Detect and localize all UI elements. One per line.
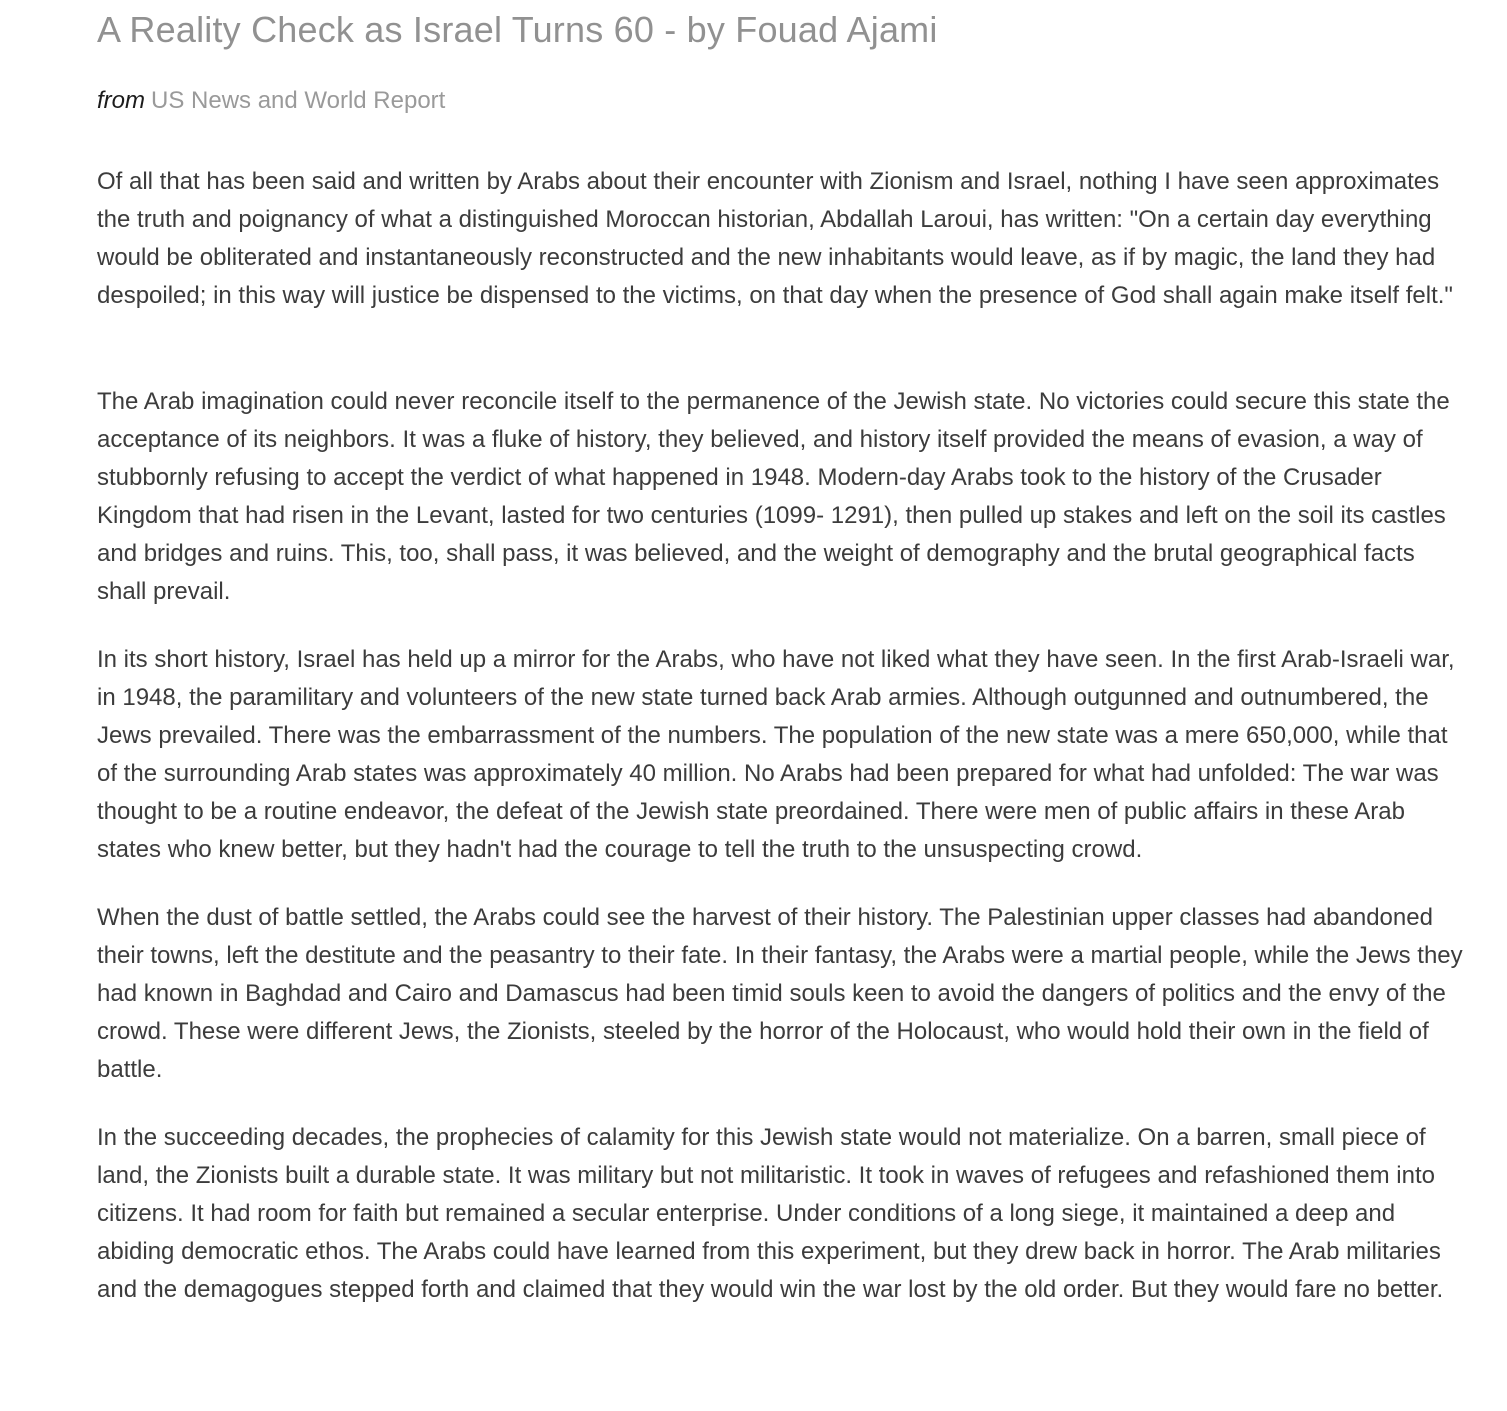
paragraph-spacer: [97, 345, 1469, 383]
paragraph-5: In the succeeding decades, the prophecies of calamity for this Jewish state would not materialize. On a barren, small piece of land, the Zionists built a durable state. It was military but not militaristic. It took in waves of refugees and refashioned them into citizens. It had room for faith but remained a secular enterprise. Under conditions of a long siege, it maintained a deep and abiding democratic ethos. The Arabs could have learned from this experiment, but they drew back in horror. The Arab militaries and the demagogues stepped forth and claimed that they would win the war lost by the old order. But they would fare no better.: [97, 1123, 1444, 1303]
paragraph-3: In its short history, Israel has held up a mirror for the Arabs, who have not liked what they have seen. In the first Arab-Israeli war, in 1948, the paramilitary and volunteers of the new state turned back Arab armies. Although outgunned and outnumbered, the Jews prevailed. There was the embarrassment of the numbers. The population of the new state was a mere 650,000, while that of the surrounding Arab states was approximately 40 million. No Arabs had been prepared for what had unfolded: The war was thought to be a routine endeavor, the defeat of the Jewish state preordained. There were men of public affairs in these Arab states who knew better, but they hadn't had the courage to tell the truth to the unsuspecting crowd.: [97, 645, 1455, 863]
source-name: US News and World Report: [151, 87, 446, 115]
article-source-line: [97, 85, 1469, 117]
article-title: A Reality Check as Israel Turns 60 - by Fouad Ajami: [97, 9, 938, 50]
paragraph-4: When the dust of battle settled, the Arabs could see the harvest of their history. The Palestinian upper classes had abandoned their towns, left the destitute and the peasantry to their fate. In their fantasy, the Arabs were a martial people, while the Jews they had known in Baghdad and Cairo and Damascus had been timid souls keen to avoid the dangers of politics and the envy of the crowd. These were different Jews, the Zionists, steeled by the horror of the Holocaust, who would hold their own in the field of battle.: [97, 903, 1463, 1083]
paragraph-2: The Arab imagination could never reconcile itself to the permanence of the Jewish state. No victories could secure this state the acceptance of its neighbors. It was a fluke of history, they believed, and history itself provided the means of evasion, a way of stubbornly refusing to accept the verdict of what happened in 1948. Modern-day Arabs took to the history of the Crusader Kingdom that had risen in the Levant, lasted for two centuries (1099- 1291), then pulled up stakes and left on the soil its castles and bridges and ruins. This, too, shall pass, it was believed, and the weight of demography and the brutal geographical facts shall prevail.: [97, 387, 1450, 605]
article-body: [97, 163, 1469, 1309]
source-prefix: from: [97, 87, 145, 115]
paragraph-1: Of all that has been said and written by Arabs about their encounter with Zionism and Israel, nothing I have seen approximates the truth and poignancy of what a distinguished Moroccan historian, Abdallah Laroui, has written: "On a certain day everything would be obliterated and instantaneously reconstructed and the new inhabitants would leave, as if by magic, the land they had despoiled; in this way will justice be dispensed to the victims, on that day when the presence of God shall again make itself felt.": [97, 167, 1453, 309]
